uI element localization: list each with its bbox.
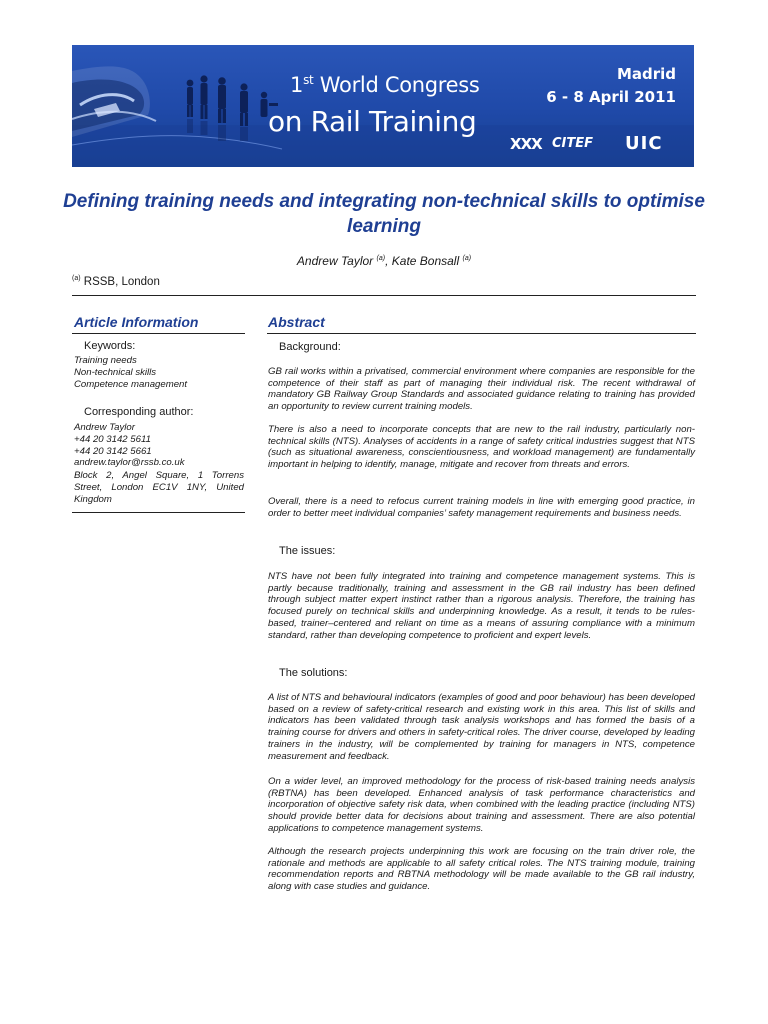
keyword-item: Non-technical skills <box>74 366 157 378</box>
contact-fax: +44 20 3142 5661 <box>74 445 152 457</box>
affiliation: $^{(a)}$ RSSB, London <box>72 275 160 288</box>
citef-logo: CITEF <box>552 136 594 151</box>
abstract-divider <box>267 333 696 334</box>
keyword-item: Competence management <box>74 378 188 390</box>
author-name: Kate Bonsall <box>391 254 460 268</box>
congress-title-line2: on Rail Training <box>268 105 477 138</box>
solutions-paragraph: Although the research projects underpinning this work are focusing on the train driver role, the rationale and methods are applicable to all safety critical roles. The NTS training module, training recommendation reports and RBTNA methodology will be made available to the GB rail industry, along with case studies and guidance. <box>268 846 695 893</box>
keywords-list <box>74 355 244 390</box>
issues-heading: The issues: <box>279 545 336 557</box>
header-divider <box>72 295 696 296</box>
event-dates: 6 - 8 April 2011 <box>546 88 676 106</box>
author-name: Andrew Taylor <box>296 254 374 268</box>
keywords-label: Keywords: <box>84 340 136 352</box>
paper-title: Defining training needs and integrating non-technical skills to optimise learning <box>63 191 705 237</box>
contact-details <box>74 422 244 469</box>
background-paragraph: There is also a need to incorporate concepts that are new to the rail industry, particularly non-technical skills (NTS). Analyses of accidents in a range of safety critical industries suggest that NTS (such as situational awareness, conscientiousness, and workload management) are fundamentally important in helping to identify, manage, mitigate and recover from threats and errors. <box>268 424 695 471</box>
affiliation-mark: (a) <box>376 255 386 262</box>
contact-name: Andrew Taylor <box>74 422 135 433</box>
article-info-divider <box>72 333 245 334</box>
sponsor-logo-xxx: XXX <box>510 135 542 153</box>
author-list: Andrew Taylor $^{(a)}$, Kate Bonsall $^{(a)}$ <box>296 254 472 268</box>
affiliation-mark: (a) <box>462 255 472 262</box>
solutions-paragraph: On a wider level, an improved methodology for the process of risk-based training needs analysis (RBTNA) has been developed. Enhanced analysis of task performance characteristics and incorporation of objective safety risk data, when combined with the leading practice (including NTS) should provide better data for decisions about training and assessment. There are also potential applications to competence management systems. <box>268 776 695 834</box>
solutions-paragraph: A list of NTS and behavioural indicators (examples of good and poor behaviour) has been developed based on a review of safety-critical research and existing work in this area. This list of skills and indicators has been validated through task analysis workshops and has formed the basis of a training course for drivers and others in safety-critical roles. The driver course, developed by leading trainers in the industry, will be complemented by training for managers in NTS, competence measurement and feedback. <box>268 692 695 762</box>
background-paragraph: GB rail works within a privatised, commercial environment where companies are responsible for the competence of their staff as part of managing their individual risk. The recent withdrawal of mandatory GB Railway Group Standards and associated guidance relating to training has provided an opportunity to review current training models. <box>268 366 695 413</box>
congress-title-line1: 1st World Congress <box>290 73 480 97</box>
corresponding-author-label: Corresponding author: <box>84 406 194 418</box>
congress-banner <box>72 45 694 167</box>
article-info-heading: Article Information <box>74 314 199 330</box>
keyword-item: Training needs <box>74 355 137 366</box>
contact-address: Block 2, Angel Square, 1 Torrens Street, London EC1V 1NY, United Kingdom <box>74 470 244 505</box>
contact-phone: +44 20 3142 5611 <box>74 433 151 445</box>
article-info-bottom-divider <box>72 512 245 513</box>
contact-email: andrew.taylor@rssb.co.uk <box>74 457 185 469</box>
background-paragraph: Overall, there is a need to refocus current training models in line with emerging good practice, in order to better meet individual companies’ safety management requirements and business needs. <box>268 496 695 519</box>
uic-logo: UIC <box>625 133 663 154</box>
background-heading: Background: <box>279 341 341 353</box>
solutions-heading: The solutions: <box>279 667 348 679</box>
event-city: Madrid <box>616 65 676 83</box>
issues-paragraph: NTS have not been fully integrated into training and competence management systems. This is partly because traditionally, training and assessment in the GB rail industry has been defined through subject matter expert instinct rather than a rigorous analysis. Therefore, the training has focused purely on technical skills and underpinning knowledge. As a result, it tends to be rules-based, trainer–centered and reliant on time as a means of assuring compliance with a minimum standard, rather than developing competence to proficient and expert levels. <box>268 571 695 641</box>
abstract-heading: Abstract <box>268 314 325 330</box>
